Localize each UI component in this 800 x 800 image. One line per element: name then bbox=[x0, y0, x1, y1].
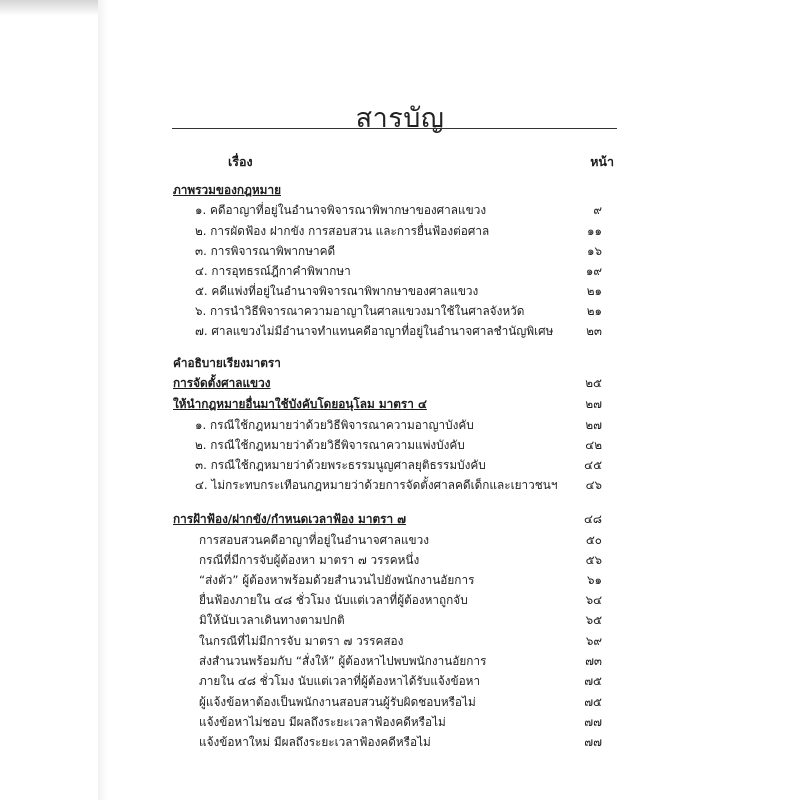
toc-entry: ๗. ศาลแขวงไม่มีอำนาจทำแทนคดีอาญาที่อยู่ในอำนาจศาลชำนัญพิเศษ bbox=[195, 324, 554, 338]
toc-page-number: ๒๗ bbox=[585, 397, 602, 411]
toc-page-number: ๑๑ bbox=[587, 224, 602, 238]
toc-page-number: ๖๑ bbox=[587, 573, 602, 587]
toc-page-number: ๒๓ bbox=[586, 324, 602, 338]
toc-page-number: ๖๙ bbox=[585, 634, 602, 648]
toc-page-number: ๗๕ bbox=[584, 674, 602, 688]
section-heading-explanation: คำอธิบายเรียงมาตรา bbox=[173, 356, 281, 370]
section-heading-overview: ภาพรวมของกฎหมาย bbox=[173, 183, 281, 197]
toc-entry: ๑. คดีอาญาที่อยู่ในอำนาจพิจารณาพิพากษาของศาลแขวง bbox=[195, 203, 487, 217]
toc-page-number: ๗๗ bbox=[584, 735, 602, 749]
toc-page-number: ๒๗ bbox=[585, 418, 602, 432]
section-heading-section-7: การฝ้าฟ้อง/ฝากขัง/กำหนดเวลาฟ้อง มาตรา ๗ bbox=[173, 512, 407, 526]
toc-page-number: ๑๖ bbox=[587, 244, 602, 258]
toc-entry: ยื่นฟ้องภายใน ๔๘ ชั่วโมง นับแต่เวลาที่ผู้ต้องหาถูกจับ bbox=[199, 593, 468, 607]
toc-entry: ๕. คดีแพ่งที่อยู่ในอำนาจพิจารณาพิพากษาของศาลแขวง bbox=[195, 284, 479, 298]
toc-page-number: ๔๖ bbox=[585, 478, 602, 492]
toc-entry: แจ้งข้อหาไม่ชอบ มีผลถึงระยะเวลาฟ้องคดีหรือไม่ bbox=[199, 715, 446, 729]
topic-column-header: เรื่อง bbox=[228, 154, 253, 169]
toc-page-number: ๗๗ bbox=[584, 715, 602, 729]
toc-page-number: ๒๑ bbox=[586, 304, 602, 318]
toc-entry: ๓. กรณีใช้กฎหมายว่าด้วยพระธรรมนูญศาลยุติธรรมบังคับ bbox=[195, 458, 486, 472]
toc-entry: ในกรณีที่ไม่มีการจับ มาตรา ๗ วรรคสอง bbox=[199, 634, 404, 648]
toc-page-number: ๕๖ bbox=[585, 553, 602, 567]
toc-entry: แจ้งข้อหาใหม่ มีผลถึงระยะเวลาฟ้องคดีหรือไม่ bbox=[199, 735, 431, 749]
toc-page-number: ๔๘ bbox=[583, 512, 602, 526]
page-column-header: หน้า bbox=[590, 154, 614, 169]
section-heading-court-establishment: การจัดตั้งศาลแขวง bbox=[173, 376, 271, 390]
title-divider bbox=[172, 128, 617, 129]
page-title: สารบัญ bbox=[355, 103, 445, 134]
toc-entry: ๒. การผัดฟ้อง ฝากขัง การสอบสวน และการยื่นฟ้องต่อศาล bbox=[195, 224, 490, 238]
toc-entry: ๔. ไม่กระทบกระเทือนกฎหมายว่าด้วยการจัดตั้งศาลคดีเด็กและเยาวชนฯ bbox=[195, 478, 558, 492]
toc-page-number: ๗๕ bbox=[584, 695, 602, 709]
toc-page-number: ๔๒ bbox=[585, 438, 602, 452]
toc-page-number: ๑๙ bbox=[585, 264, 602, 278]
toc-page-number: ๖๔ bbox=[585, 593, 602, 607]
toc-entry: ผู้แจ้งข้อหาต้องเป็นพนักงานสอบสวนผู้รับผิดชอบหรือไม่ bbox=[199, 695, 476, 709]
toc-entry: ๒. กรณีใช้กฎหมายว่าด้วยวิธีพิจารณาความแพ่งบังคับ bbox=[195, 438, 465, 452]
toc-page-number: ๒๑ bbox=[586, 284, 602, 298]
toc-entry: กรณีที่มีการจับผู้ต้องหา มาตรา ๗ วรรคหนึ่ง bbox=[199, 553, 420, 567]
toc-entry: ส่งสำนวนพร้อมกับ “สั่งให้” ผู้ต้องหาไปพบพนักงานอัยการ bbox=[199, 654, 487, 668]
toc-page-number: ๙ bbox=[593, 203, 602, 217]
toc-page-number: ๗๓ bbox=[585, 654, 602, 668]
toc-entry: ๑. กรณีใช้กฎหมายว่าด้วยวิธีพิจารณาความอาญาบังคับ bbox=[195, 418, 474, 432]
toc-entry: ๓. การพิจารณาพิพากษาคดี bbox=[195, 244, 336, 258]
toc-entry: ภายใน ๔๘ ชั่วโมง นับแต่เวลาที่ผู้ต้องหาได้รับแจ้งข้อหา bbox=[199, 674, 481, 688]
toc-entry: ๔. การอุทธรณ์ฎีกาคำพิพากษา bbox=[195, 264, 351, 278]
toc-entry: “ส่งตัว” ผู้ต้องหาพร้อมด้วยสำนวนไปยังพนักงานอัยการ bbox=[199, 573, 475, 587]
toc-page-number: ๖๕ bbox=[585, 613, 602, 627]
toc-entry: ๖. การนำวิธีพิจารณาความอาญาในศาลแขวงมาใช้ในศาลจังหวัด bbox=[195, 304, 525, 318]
section-heading-section-4: ให้นำกฎหมายอื่นมาใช้บังคับโดยอนุโลม มาตรา ๔ bbox=[173, 397, 427, 411]
toc-entry: มิให้นับเวลาเดินทางตามปกติ bbox=[199, 613, 345, 627]
toc-page-number: ๕๐ bbox=[585, 533, 602, 547]
toc-entry: การสอบสวนคดีอาญาที่อยู่ในอำนาจศาลแขวง bbox=[199, 533, 430, 547]
toc-page-number: ๒๕ bbox=[585, 376, 602, 390]
toc-page-number: ๔๕ bbox=[584, 458, 602, 472]
